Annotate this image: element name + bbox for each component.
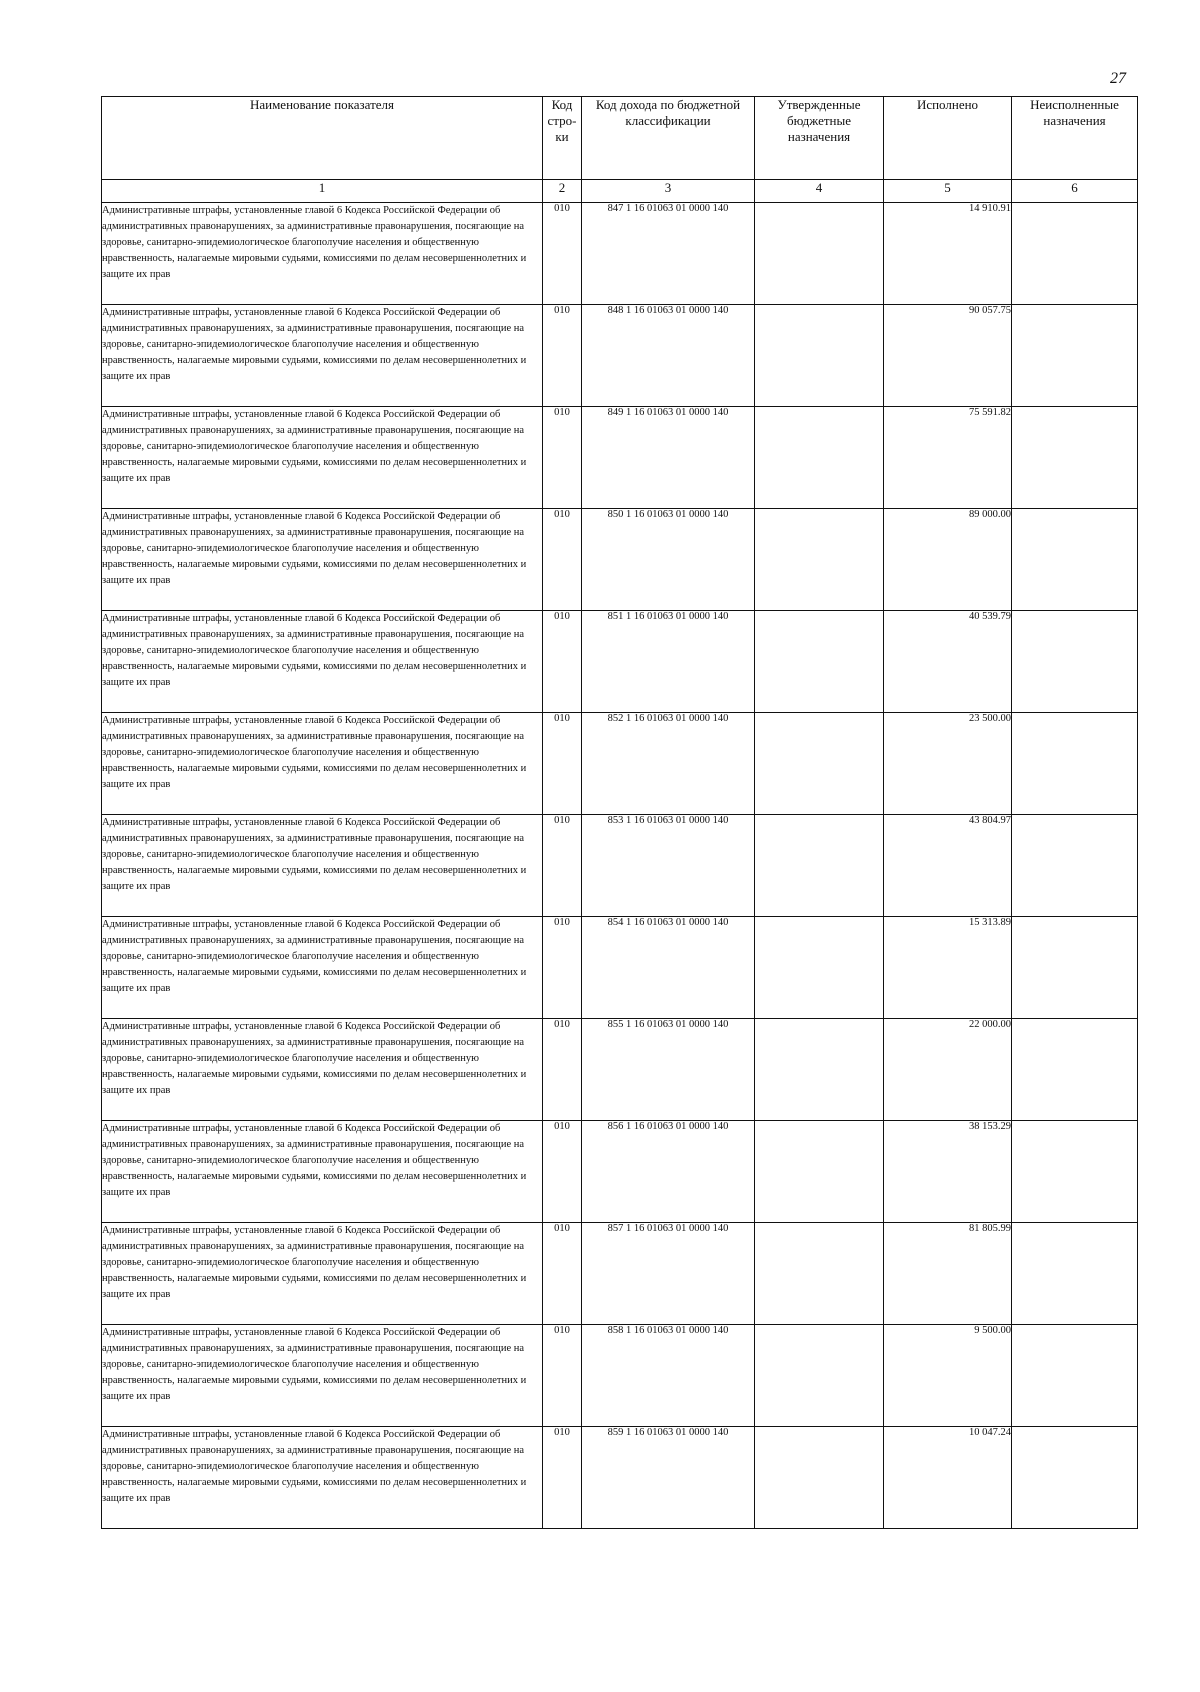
header-unexecuted-assignments: Неисполненные назначения (1012, 97, 1138, 180)
unexecuted-cell (1012, 1427, 1138, 1529)
line-code-cell: 010 (543, 203, 582, 305)
indicator-name-cell: Административные штрафы, установленные главой 6 Кодекса Российской Федерации об административных правонарушениях, за административные правонарушения, посягающие на здоровье, санитарно-эпидемиологическое благополучие населения и общественную нравственность, налагаемые мировыми судьями, комиссиями по делам несовершеннолетних и защите их прав (102, 1223, 543, 1325)
indicator-name-cell: Административные штрафы, установленные главой 6 Кодекса Российской Федерации об административных правонарушениях, за административные правонарушения, посягающие на здоровье, санитарно-эпидемиологическое благополучие населения и общественную нравственность, налагаемые мировыми судьями, комиссиями по делам несовершеннолетних и защите их прав (102, 611, 543, 713)
income-code-cell: 855 1 16 01063 01 0000 140 (582, 1019, 755, 1121)
line-code-cell: 010 (543, 1325, 582, 1427)
line-code-cell: 010 (543, 1223, 582, 1325)
approved-cell (755, 509, 884, 611)
income-code-cell: 847 1 16 01063 01 0000 140 (582, 203, 755, 305)
indicator-name-cell: Административные штрафы, установленные главой 6 Кодекса Российской Федерации об административных правонарушениях, за административные правонарушения, посягающие на здоровье, санитарно-эпидемиологическое благополучие населения и общественную нравственность, налагаемые мировыми судьями, комиссиями по делам несовершеннолетних и защите их прав (102, 509, 543, 611)
executed-amount-cell: 10 047.24 (884, 1427, 1012, 1529)
indicator-name-cell: Административные штрафы, установленные главой 6 Кодекса Российской Федерации об административных правонарушениях, за административные правонарушения, посягающие на здоровье, санитарно-эпидемиологическое благополучие населения и общественную нравственность, налагаемые мировыми судьями, комиссиями по делам несовершеннолетних и защите их прав (102, 1427, 543, 1529)
income-code-cell: 850 1 16 01063 01 0000 140 (582, 509, 755, 611)
unexecuted-cell (1012, 407, 1138, 509)
table-row (102, 1325, 1138, 1427)
executed-amount-cell: 22 000.00 (884, 1019, 1012, 1121)
indicator-name-cell: Административные штрафы, установленные главой 6 Кодекса Российской Федерации об административных правонарушениях, за административные правонарушения, посягающие на здоровье, санитарно-эпидемиологическое благополучие населения и общественную нравственность, налагаемые мировыми судьями, комиссиями по делам несовершеннолетних и защите их прав (102, 1325, 543, 1427)
column-number: 4 (755, 180, 884, 203)
table-row (102, 1427, 1138, 1529)
line-code-cell: 010 (543, 509, 582, 611)
income-code-cell: 853 1 16 01063 01 0000 140 (582, 815, 755, 917)
income-code-cell: 859 1 16 01063 01 0000 140 (582, 1427, 755, 1529)
approved-cell (755, 1019, 884, 1121)
unexecuted-cell (1012, 917, 1138, 1019)
line-code-cell: 010 (543, 305, 582, 407)
line-code-cell: 010 (543, 917, 582, 1019)
approved-cell (755, 1223, 884, 1325)
approved-cell (755, 611, 884, 713)
income-code-cell: 849 1 16 01063 01 0000 140 (582, 407, 755, 509)
table-row (102, 1121, 1138, 1223)
income-code-cell: 848 1 16 01063 01 0000 140 (582, 305, 755, 407)
table-row (102, 305, 1138, 407)
header-row (102, 97, 1138, 180)
indicator-name-cell: Административные штрафы, установленные главой 6 Кодекса Российской Федерации об административных правонарушениях, за административные правонарушения, посягающие на здоровье, санитарно-эпидемиологическое благополучие населения и общественную нравственность, налагаемые мировыми судьями, комиссиями по делам несовершеннолетних и защите их прав (102, 713, 543, 815)
line-code-cell: 010 (543, 815, 582, 917)
executed-amount-cell: 81 805.99 (884, 1223, 1012, 1325)
column-number: 2 (543, 180, 582, 203)
income-code-cell: 854 1 16 01063 01 0000 140 (582, 917, 755, 1019)
line-code-cell: 010 (543, 1427, 582, 1529)
table-row (102, 407, 1138, 509)
line-code-cell: 010 (543, 1121, 582, 1223)
executed-amount-cell: 89 000.00 (884, 509, 1012, 611)
indicator-name-cell: Административные штрафы, установленные главой 6 Кодекса Российской Федерации об административных правонарушениях, за административные правонарушения, посягающие на здоровье, санитарно-эпидемиологическое благополучие населения и общественную нравственность, налагаемые мировыми судьями, комиссиями по делам несовершеннолетних и защите их прав (102, 1019, 543, 1121)
line-code-cell: 010 (543, 713, 582, 815)
approved-cell (755, 1427, 884, 1529)
table-row (102, 1019, 1138, 1121)
approved-cell (755, 1121, 884, 1223)
budget-income-table (101, 96, 1138, 1529)
approved-cell (755, 305, 884, 407)
income-code-cell: 857 1 16 01063 01 0000 140 (582, 1223, 755, 1325)
approved-cell (755, 203, 884, 305)
column-number: 5 (884, 180, 1012, 203)
unexecuted-cell (1012, 1223, 1138, 1325)
unexecuted-cell (1012, 713, 1138, 815)
column-number-row (102, 180, 1138, 203)
table-row (102, 917, 1138, 1019)
executed-amount-cell: 14 910.91 (884, 203, 1012, 305)
indicator-name-cell: Административные штрафы, установленные главой 6 Кодекса Российской Федерации об административных правонарушениях, за административные правонарушения, посягающие на здоровье, санитарно-эпидемиологическое благополучие населения и общественную нравственность, налагаемые мировыми судьями, комиссиями по делам несовершеннолетних и защите их прав (102, 305, 543, 407)
approved-cell (755, 917, 884, 1019)
indicator-name-cell: Административные штрафы, установленные главой 6 Кодекса Российской Федерации об административных правонарушениях, за административные правонарушения, посягающие на здоровье, санитарно-эпидемиологическое благополучие населения и общественную нравственность, налагаемые мировыми судьями, комиссиями по делам несовершеннолетних и защите их прав (102, 407, 543, 509)
approved-cell (755, 815, 884, 917)
table-row (102, 815, 1138, 917)
unexecuted-cell (1012, 815, 1138, 917)
executed-amount-cell: 15 313.89 (884, 917, 1012, 1019)
income-code-cell: 858 1 16 01063 01 0000 140 (582, 1325, 755, 1427)
header-approved-assignments: Утвержденные бюджетные назначения (755, 97, 884, 180)
approved-cell (755, 407, 884, 509)
indicator-name-cell: Административные штрафы, установленные главой 6 Кодекса Российской Федерации об административных правонарушениях, за административные правонарушения, посягающие на здоровье, санитарно-эпидемиологическое благополучие населения и общественную нравственность, налагаемые мировыми судьями, комиссиями по делам несовершеннолетних и защите их прав (102, 1121, 543, 1223)
income-code-cell: 851 1 16 01063 01 0000 140 (582, 611, 755, 713)
approved-cell (755, 1325, 884, 1427)
income-code-cell: 852 1 16 01063 01 0000 140 (582, 713, 755, 815)
approved-cell (755, 713, 884, 815)
line-code-cell: 010 (543, 407, 582, 509)
indicator-name-cell: Административные штрафы, установленные главой 6 Кодекса Российской Федерации об административных правонарушениях, за административные правонарушения, посягающие на здоровье, санитарно-эпидемиологическое благополучие населения и общественную нравственность, налагаемые мировыми судьями, комиссиями по делам несовершеннолетних и защите их прав (102, 815, 543, 917)
column-number: 3 (582, 180, 755, 203)
indicator-name-cell: Административные штрафы, установленные главой 6 Кодекса Российской Федерации об административных правонарушениях, за административные правонарушения, посягающие на здоровье, санитарно-эпидемиологическое благополучие населения и общественную нравственность, налагаемые мировыми судьями, комиссиями по делам несовершеннолетних и защите их прав (102, 917, 543, 1019)
table-row (102, 1223, 1138, 1325)
executed-amount-cell: 23 500.00 (884, 713, 1012, 815)
unexecuted-cell (1012, 203, 1138, 305)
income-code-cell: 856 1 16 01063 01 0000 140 (582, 1121, 755, 1223)
header-executed: Исполнено (884, 97, 1012, 180)
table-row (102, 713, 1138, 815)
unexecuted-cell (1012, 305, 1138, 407)
line-code-cell: 010 (543, 611, 582, 713)
table-row (102, 611, 1138, 713)
unexecuted-cell (1012, 1121, 1138, 1223)
table-body (102, 203, 1138, 1529)
page-number: 27 (1110, 70, 1126, 87)
column-number: 6 (1012, 180, 1138, 203)
executed-amount-cell: 40 539.79 (884, 611, 1012, 713)
table-row (102, 203, 1138, 305)
header-income-code: Код дохода по бюджетной классификации (582, 97, 755, 180)
table-row (102, 509, 1138, 611)
executed-amount-cell: 38 153.29 (884, 1121, 1012, 1223)
line-code-cell: 010 (543, 1019, 582, 1121)
header-line-code: Код стро- ки (543, 97, 582, 180)
unexecuted-cell (1012, 1325, 1138, 1427)
executed-amount-cell: 75 591.82 (884, 407, 1012, 509)
executed-amount-cell: 43 804.97 (884, 815, 1012, 917)
executed-amount-cell: 9 500.00 (884, 1325, 1012, 1427)
indicator-name-cell: Административные штрафы, установленные главой 6 Кодекса Российской Федерации об административных правонарушениях, за административные правонарушения, посягающие на здоровье, санитарно-эпидемиологическое благополучие населения и общественную нравственность, налагаемые мировыми судьями, комиссиями по делам несовершеннолетних и защите их прав (102, 203, 543, 305)
unexecuted-cell (1012, 1019, 1138, 1121)
column-number: 1 (102, 180, 543, 203)
header-indicator-name: Наименование показателя (102, 97, 543, 180)
unexecuted-cell (1012, 611, 1138, 713)
unexecuted-cell (1012, 509, 1138, 611)
executed-amount-cell: 90 057.75 (884, 305, 1012, 407)
